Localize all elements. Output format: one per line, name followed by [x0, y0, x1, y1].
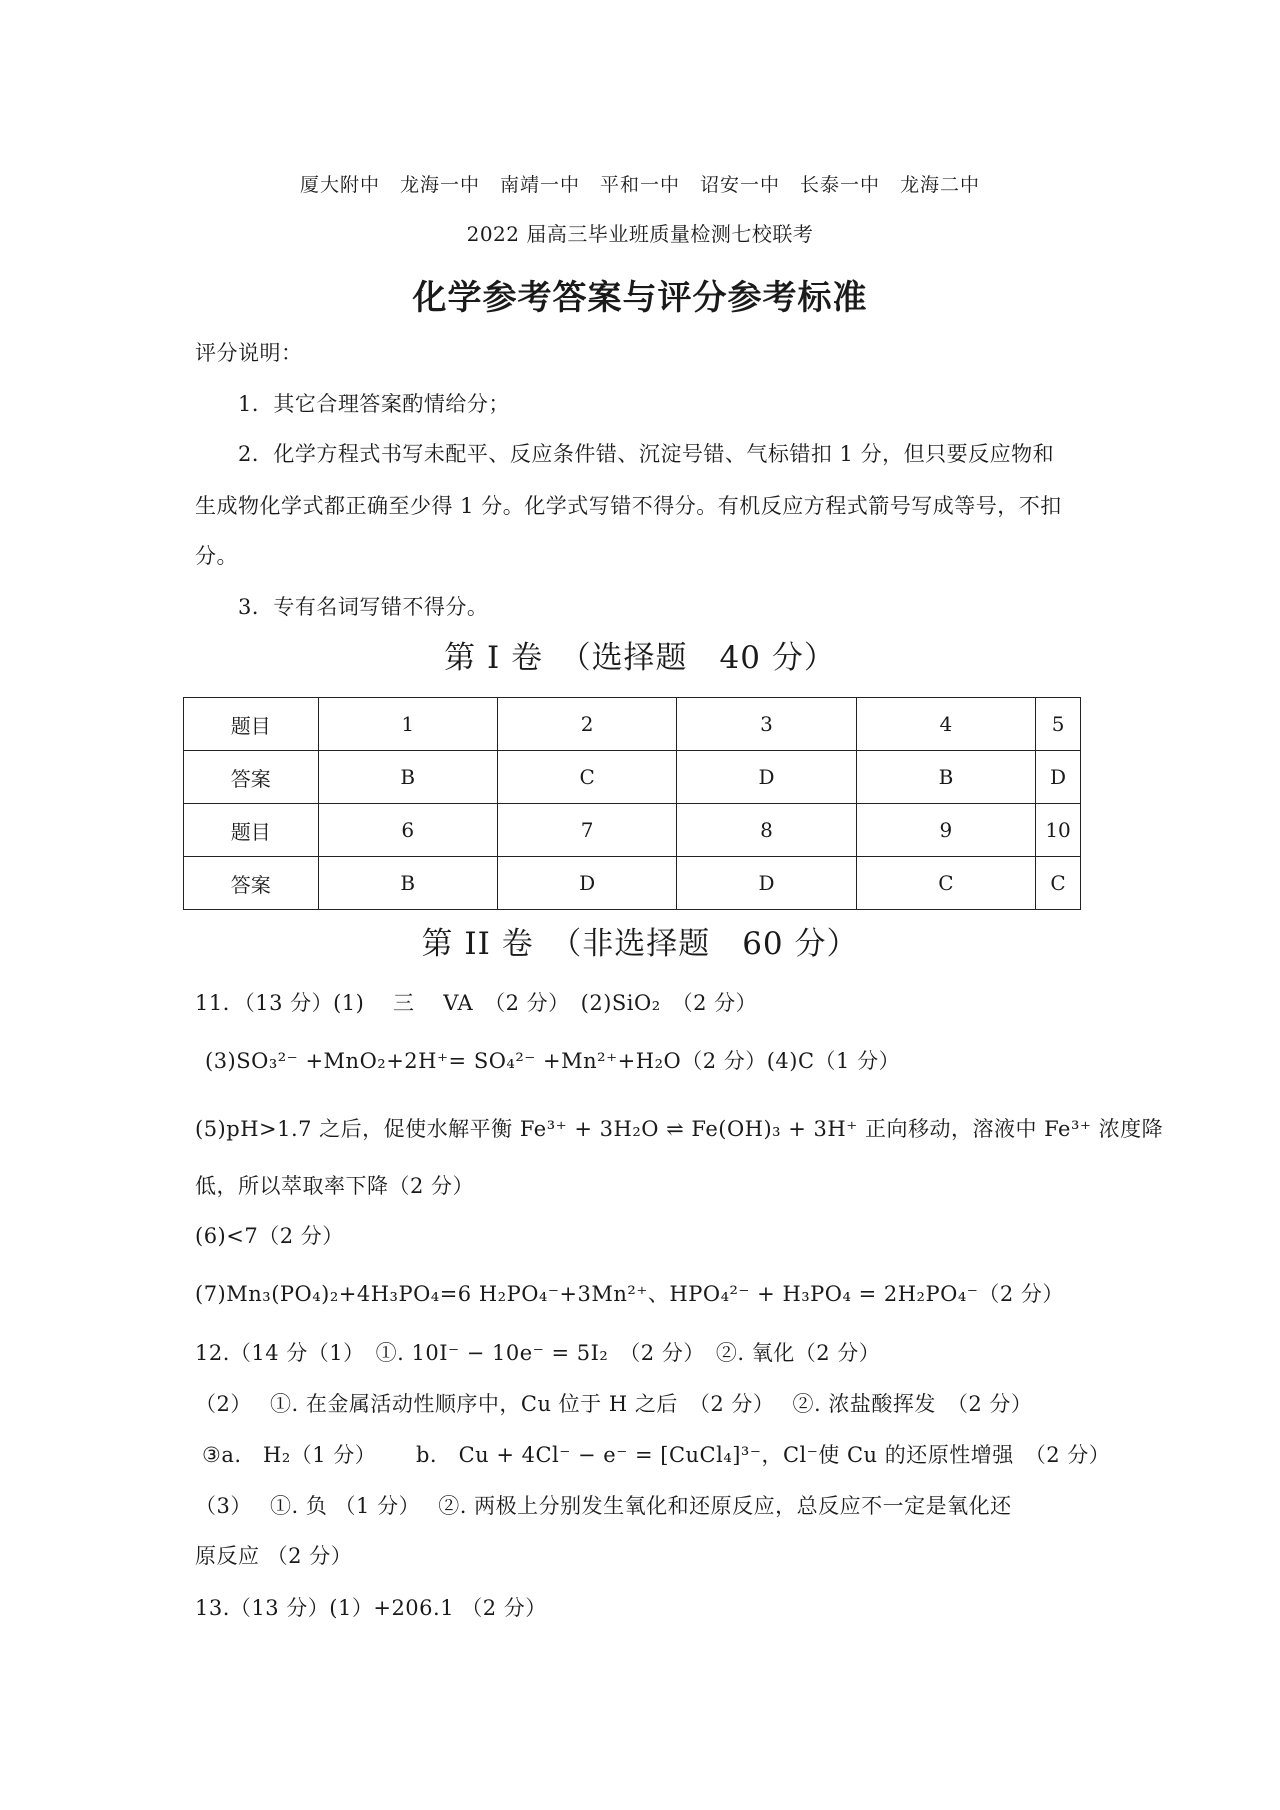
table-cell: 答案: [184, 751, 319, 804]
section-1-title: 第 I 卷 （选择题 40 分）: [444, 640, 836, 676]
document-title: 化学参考答案与评分参考标准: [412, 278, 868, 318]
q11-line-1: 11．（13 分）(1) 三 VA （2 分） (2)SiO₂ （2 分）: [195, 991, 758, 1015]
table-cell: 7: [497, 804, 676, 857]
table-cell: D: [1036, 751, 1081, 804]
table-cell: 9: [856, 804, 1035, 857]
q12-line-4: （3） ①. 负 （1 分） ②. 两极上分别发生氧化和还原反应，总反应不一定是氧化还: [195, 1494, 1012, 1518]
q11-line-5: (6)<7（2 分）: [195, 1224, 344, 1248]
table-cell: B: [318, 751, 497, 804]
q12-line-5: 原反应 （2 分）: [195, 1544, 353, 1568]
note-1: 1．其它合理答案酌情给分；: [238, 392, 510, 416]
q11-line-2: (3)SO₃²⁻ +MnO₂+2H⁺= SO₄²⁻ +Mn²⁺+H₂O（2 分）(4)C（1 分）: [205, 1049, 901, 1073]
exam-subtitle: 2022 届高三毕业班质量检测七校联考: [466, 222, 814, 246]
table-cell: C: [1036, 857, 1081, 910]
table-row: [184, 698, 1081, 751]
table-row: [184, 804, 1081, 857]
table-row: [184, 857, 1081, 910]
q11-line-3: (5)pH>1.7 之后，促使水解平衡 Fe³⁺ + 3H₂O ⇌ Fe(OH)₃ + 3H⁺ 正向移动，溶液中 Fe³⁺ 浓度降: [195, 1117, 1164, 1141]
note-2-line-1: 2．化学方程式书写未配平、反应条件错、沉淀号错、气标错扣 1 分，但只要反应物和: [238, 442, 1055, 466]
table-cell: B: [856, 751, 1035, 804]
table-cell: 1: [318, 698, 497, 751]
note-2-line-3: 分。: [195, 544, 238, 568]
q12-line-2: （2） ①. 在金属活动性顺序中，Cu 位于 H 之后 （2 分） ②. 浓盐酸挥发 （2 分）: [195, 1392, 1033, 1416]
table-cell: 2: [497, 698, 676, 751]
table-cell: 8: [677, 804, 856, 857]
note-3: 3．专有名词写错不得分。: [238, 595, 489, 619]
section-2-title: 第 II 卷 （非选择题 60 分）: [421, 926, 859, 962]
table-cell: D: [677, 857, 856, 910]
table-cell: 5: [1036, 698, 1081, 751]
table-cell: 题目: [184, 804, 319, 857]
table-row: [184, 751, 1081, 804]
q12-line-3: ③a. H₂（1 分） b. Cu + 4Cl⁻ − e⁻ = [CuCl₄]³⁻，Cl⁻使 Cu 的还原性增强 （2 分）: [202, 1443, 1111, 1467]
q12-line-1: 12.（14 分（1） ①. 10I⁻ − 10e⁻ = 5I₂ （2 分） ②. 氧化（2 分）: [195, 1341, 881, 1365]
table-cell: B: [318, 857, 497, 910]
table-cell: D: [677, 751, 856, 804]
q11-line-6: (7)Mn₃(PO₄)₂+4H₃PO₄=6 H₂PO₄⁻+3Mn²⁺、HPO₄²⁻ + H₃PO₄ = 2H₂PO₄⁻（2 分）: [195, 1282, 1064, 1306]
table-cell: C: [497, 751, 676, 804]
notes-heading: 评分说明：: [195, 341, 303, 365]
answer-table: [183, 697, 1081, 910]
q13-line-1: 13.（13 分）(1）+206.1 （2 分）: [195, 1596, 547, 1620]
note-2-line-2: 生成物化学式都正确至少得 1 分。化学式写错不得分。有机反应方程式箭号写成等号，不扣: [195, 494, 1062, 518]
school-list: 厦大附中 龙海一中 南靖一中 平和一中 诏安一中 长泰一中 龙海二中: [299, 174, 980, 196]
table-cell: 4: [856, 698, 1035, 751]
q11-line-4: 低，所以萃取率下降（2 分）: [195, 1174, 475, 1198]
table-cell: 题目: [184, 698, 319, 751]
table-cell: 10: [1036, 804, 1081, 857]
table-cell: C: [856, 857, 1035, 910]
table-cell: 3: [677, 698, 856, 751]
table-cell: D: [497, 857, 676, 910]
table-cell: 6: [318, 804, 497, 857]
table-cell: 答案: [184, 857, 319, 910]
